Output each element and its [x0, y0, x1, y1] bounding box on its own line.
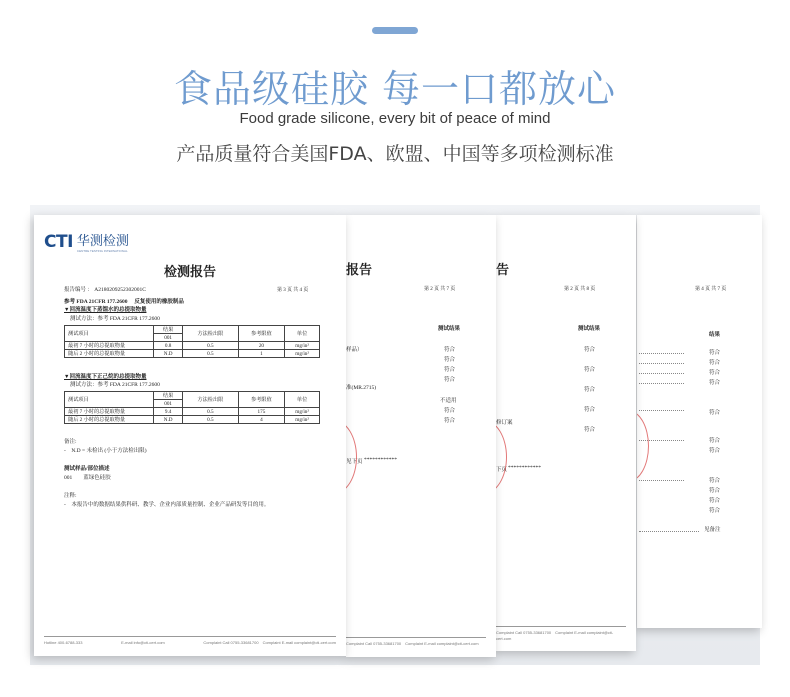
result-10: 符合 [709, 498, 721, 504]
table-row: 随后 2 小时的总提取物量 N.D 0.5 1 mg/in² [65, 350, 320, 358]
page-number: 第 2 页 共 7 页 [424, 287, 456, 292]
report-page-4 [637, 215, 762, 628]
page-number: 第 3 页 共 4 页 [277, 288, 309, 293]
header-cell: 方法检出限 [183, 326, 238, 342]
header-cell: 单位 [285, 392, 320, 408]
result-2: 符合 [709, 360, 721, 366]
table-row: 最初 7 小时的总提取物量 0.8 0.5 20 mg/in² [65, 342, 320, 350]
table-row: 随后 2 小时的总提取物量 N.D 0.5 4 mg/in² [65, 416, 320, 424]
section-1-method: 测试方法：参考 FDA 21CFR 177.2600 [70, 316, 160, 322]
red-seal-stamp [346, 420, 357, 494]
stars: ************ [364, 457, 397, 463]
sample-description: 001 蓝绿色硅胶 [64, 475, 111, 481]
page-footer: Complaint Call 0755-33681700 Complaint E-mail complaint@cti-cert.com [346, 637, 486, 647]
report-page-3 [496, 215, 636, 651]
result-3: 符合 [709, 370, 721, 376]
red-seal-stamp [496, 420, 507, 494]
result-7: 符合 [444, 418, 456, 424]
header-cell: 参考限值 [238, 392, 285, 408]
results-table-1 [64, 325, 320, 358]
page-footer: Complaint Call 0755-33681700 Complaint E-mail complaint@cti-cert.com [496, 626, 626, 641]
result-3: 符合 [444, 367, 456, 373]
text-fragment: 样品） [346, 347, 363, 353]
result-1: 符合 [444, 347, 456, 353]
cti-logo-cn: 华测检测 [76, 234, 129, 249]
result-6: 符合 [444, 408, 456, 414]
subtitle-chinese: 产品质量符合美国FDA、欧盟、中国等多项检测标准 [176, 143, 614, 165]
sample-label: 测试样品/部位描述 [64, 466, 110, 472]
result-3: 符合 [584, 387, 596, 393]
result-5: 不适用 [440, 398, 457, 404]
report-page-front: CTI 华测检测 CENTRE TESTING INTERNATIONAL 检测报告 报告编号 ： A2180209252302001C 第 3 页 共 4 页 参考 FDA 21CFR 177.2600 反复使用的橡胶制品 ▼回流温度下蒸馏水的总提取物量 测试方法：参考 FDA 21CFR 177.2600 测试项目 结果 方法检出限 参考限值 单位 001 最初 7 小时的总提取物量 0.8 0.5 20 mg/in² 随后 2 小时的总提取物量 N.D 0.5 1 mg/in² ▼回流温度下正己烷的总提取物量 测试方法：参考 FDA 21CFR 177.2600 测试项目 结果 方法检出限 参考限值 单位 001 最初 7 小时的总提取物量 9.4 0.5 175 mg/in² 随后 2 小时的总提取物量 N.D 0.5 4 mg/in² 备注: - N.D = 未检出 (小于方法检出限) 测试样品/部位描述 001 蓝绿色硅胶 注释: - 本报告中的数据结果供科研、教学、企业内部质量控制、企业产品研发等目的用。 Hotline 400-6788-333 E-mail info@cti-cert.com Complaint Call 0755-33681700 Complaint E-mail complaint@cti-cert.com [34, 215, 346, 656]
header-cell: 结果 [154, 326, 183, 334]
remark-label: 注释: [64, 493, 77, 499]
result-4: 符合 [584, 407, 596, 413]
result-9: 符合 [709, 488, 721, 494]
end-note: 见备注 [704, 527, 721, 533]
result-1: 符合 [709, 350, 721, 356]
stars: ************ [508, 465, 541, 471]
subtitle-english: Food grade silicone, every bit of peace of mind [239, 110, 551, 127]
result-6: 符合 [709, 438, 721, 444]
result-8: 符合 [709, 478, 721, 484]
table-row: 最初 7 小时的总提取物量 9.4 0.5 175 mg/in² [65, 408, 320, 416]
result-label: 测试结果 [578, 326, 601, 332]
result-4: 符合 [444, 377, 456, 383]
footer-email: E-mail info@cti-cert.com [121, 640, 165, 645]
report-heading: 检测报告 [163, 265, 216, 280]
header-cell: 测试项目 [65, 392, 154, 408]
result-5: 符合 [709, 410, 721, 416]
cti-logo-mark: CTI [44, 231, 73, 252]
page-footer [44, 636, 336, 646]
red-seal-stamp [637, 410, 649, 482]
footer-hotline: Hotline 400-6788-333 [44, 640, 83, 645]
result-2: 符合 [584, 367, 596, 373]
page-title: 食品级硅胶 每一口都放心 [173, 67, 617, 111]
sample-id-cell: 001 [154, 400, 183, 408]
report-no-label: 报告编号 [64, 287, 87, 293]
decorative-top-bar [372, 27, 418, 34]
section-1-heading: ▼回流温度下蒸馏水的总提取物量 [64, 307, 147, 313]
note-label: 备注: [64, 439, 77, 445]
report-page-2 [346, 215, 496, 657]
result-4: 符合 [709, 380, 721, 386]
result-1: 符合 [584, 347, 596, 353]
remark-text: - 本报告中的数据结果供科研、教学、企业内部质量控制、企业产品研发等目的用。 [64, 502, 270, 508]
footer-complaint: Complaint Call 0755-33681700 Complaint E-mail complaint@cti-cert.com [203, 640, 336, 645]
result-5: 符合 [584, 427, 596, 433]
header-cell: 结果 [154, 392, 183, 400]
result-2: 符合 [444, 357, 456, 363]
report-heading-tail: 告 [496, 263, 510, 278]
reference-standard: 参考 FDA 21CFR 177.2600 反复使用的橡胶制品 [64, 299, 184, 305]
result-label: 测试结果 [438, 326, 461, 332]
sample-id-cell: 001 [154, 334, 183, 342]
text-fragment: 准(MR.2715) [346, 385, 377, 391]
report-heading-tail: 报告 [346, 263, 373, 278]
text-fragment: 下页 [496, 467, 508, 473]
header-cell: 单位 [285, 326, 320, 342]
result-label: 结果 [709, 332, 721, 338]
page-number: 第 4 页 共 7 页 [695, 287, 727, 292]
page-number: 第 2 页 共 8 页 [564, 287, 596, 292]
header-cell: 参考限值 [238, 326, 285, 342]
note-text: - N.D = 未检出 (小于方法检出限) [64, 448, 147, 454]
text-fragment: 见下页 [346, 459, 363, 465]
header-cell: 测试项目 [65, 326, 154, 342]
cti-logo-en: CENTRE TESTING INTERNATIONAL [76, 249, 128, 253]
header-cell: 方法检出限 [183, 392, 238, 408]
text-fragment: 修订案 [496, 420, 513, 426]
result-11: 符合 [709, 508, 721, 514]
section-2-heading: ▼回流温度下正己烷的总提取物量 [64, 374, 147, 380]
section-2-method: 测试方法：参考 FDA 21CFR 177.2600 [70, 382, 160, 388]
cti-logo [44, 230, 129, 253]
result-7: 符合 [709, 448, 721, 454]
results-table-2 [64, 391, 320, 424]
report-no: A2180209252302001C [94, 287, 146, 293]
